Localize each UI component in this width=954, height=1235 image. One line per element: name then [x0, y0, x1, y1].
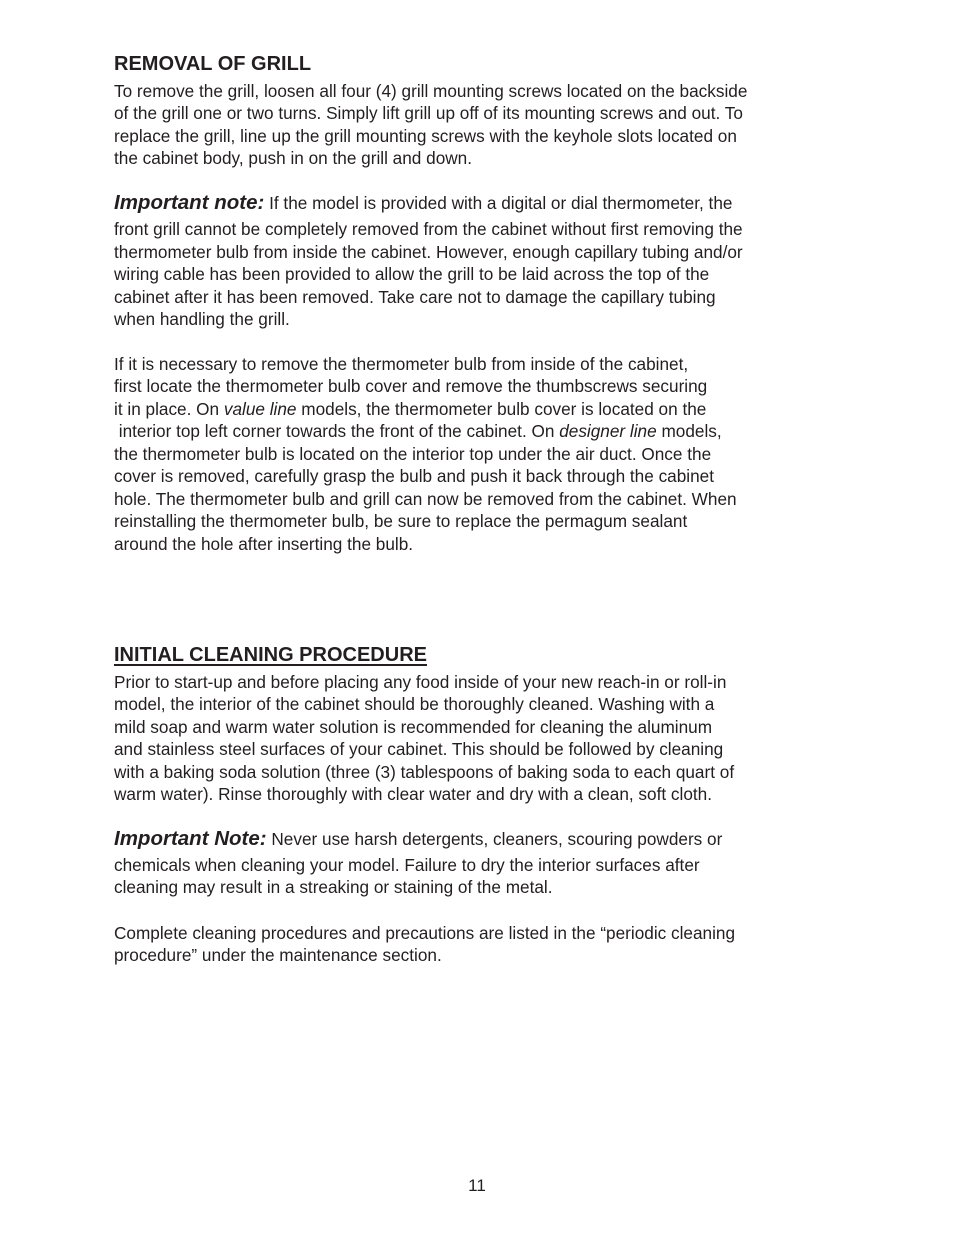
removal-para1-line: of the grill one or two turns. Simply lift grill up off of its mounting screws and out. To — [114, 103, 743, 123]
cleaning-note-line: cleaning may result in a streaking or staining of the metal. — [114, 877, 553, 897]
cleaning-para1-line: with a baking soda solution (three (3) tablespoons of baking soda to each quart of — [114, 762, 735, 782]
cleaning-para1-line: Prior to start-up and before placing any food inside of your new reach-in or roll-in — [114, 672, 727, 692]
cleaning-para1-line: warm water). Rinse thoroughly with clear water and dry with a clean, soft cloth. — [114, 784, 712, 804]
removal-para1-line: To remove the grill, loosen all four (4) grill mounting screws located on the backside — [114, 81, 748, 101]
text-span: models, — [656, 421, 722, 441]
cleaning-note-line: chemicals when cleaning your model. Failure to dry the interior surfaces after — [114, 855, 700, 875]
cleaning-para1-line: and stainless steel surfaces of your cabinet. This should be followed by cleaning — [114, 739, 724, 759]
removal-note-line: front grill cannot be completely removed from the cabinet without first removing the — [114, 219, 743, 239]
designer-line-emphasis: designer line — [559, 421, 657, 441]
cleaning-para1-line: mild soap and warm water solution is recommended for cleaning the aluminum — [114, 717, 713, 737]
removal-para3-line: around the hole after inserting the bulb. — [114, 534, 414, 554]
text-span: models, the thermometer bulb cover is located on the — [296, 399, 707, 419]
important-note-label: Important note: — [114, 191, 265, 214]
removal-para3-line: first locate the thermometer bulb cover and remove the thumbscrews securing — [114, 376, 708, 396]
removal-note-line: wiring cable has been provided to allow the grill to be laid across the top of the — [114, 264, 710, 284]
removal-heading: REMOVAL OF GRILL — [114, 53, 312, 75]
removal-para3-line: reinstalling the thermometer bulb, be sure to replace the permagum sealant — [114, 511, 688, 531]
page-number: 11 — [468, 1176, 486, 1195]
removal-para3-line: the thermometer bulb is located on the interior top under the air duct. Once the — [114, 444, 712, 464]
removal-note-line: cabinet after it has been removed. Take care not to damage the capillary tubing — [114, 287, 716, 307]
cleaning-para3-line: Complete cleaning procedures and precautions are listed in the “periodic cleaning — [114, 923, 736, 943]
removal-para1-line: replace the grill, line up the grill mounting screws with the keyhole slots located on — [114, 126, 737, 146]
removal-para1-line: the cabinet body, push in on the grill and down. — [114, 148, 472, 168]
removal-para3-line: hole. The thermometer bulb and grill can now be removed from the cabinet. When — [114, 489, 737, 509]
cleaning-note-line — [114, 828, 722, 850]
value-line-emphasis: value line — [223, 399, 297, 419]
removal-note-line: thermometer bulb from inside the cabinet. However, enough capillary tubing and/or — [114, 242, 743, 262]
important-note-label: Important Note: — [114, 827, 267, 850]
removal-note-line — [114, 192, 732, 214]
removal-para3-line — [114, 420, 722, 442]
removal-para3-line — [114, 398, 706, 420]
removal-para3-line: cover is removed, carefully grasp the bulb and push it back through the cabinet — [114, 466, 715, 486]
cleaning-para1-line: model, the interior of the cabinet should be thoroughly cleaned. Washing with a — [114, 694, 715, 714]
text-span: it in place. On — [114, 399, 224, 419]
removal-para3-line: If it is necessary to remove the thermometer bulb from inside of the cabinet, — [114, 354, 689, 374]
text-span: interior top left corner towards the front of the cabinet. On — [114, 421, 560, 441]
cleaning-note-text: Never use harsh detergents, cleaners, scouring powders or — [266, 829, 723, 849]
removal-note-line: when handling the grill. — [114, 309, 290, 329]
removal-note-text: If the model is provided with a digital or dial thermometer, the — [264, 193, 733, 213]
cleaning-heading: INITIAL CLEANING PROCEDURE — [114, 644, 427, 666]
cleaning-para3-line: procedure” under the maintenance section. — [114, 945, 442, 965]
